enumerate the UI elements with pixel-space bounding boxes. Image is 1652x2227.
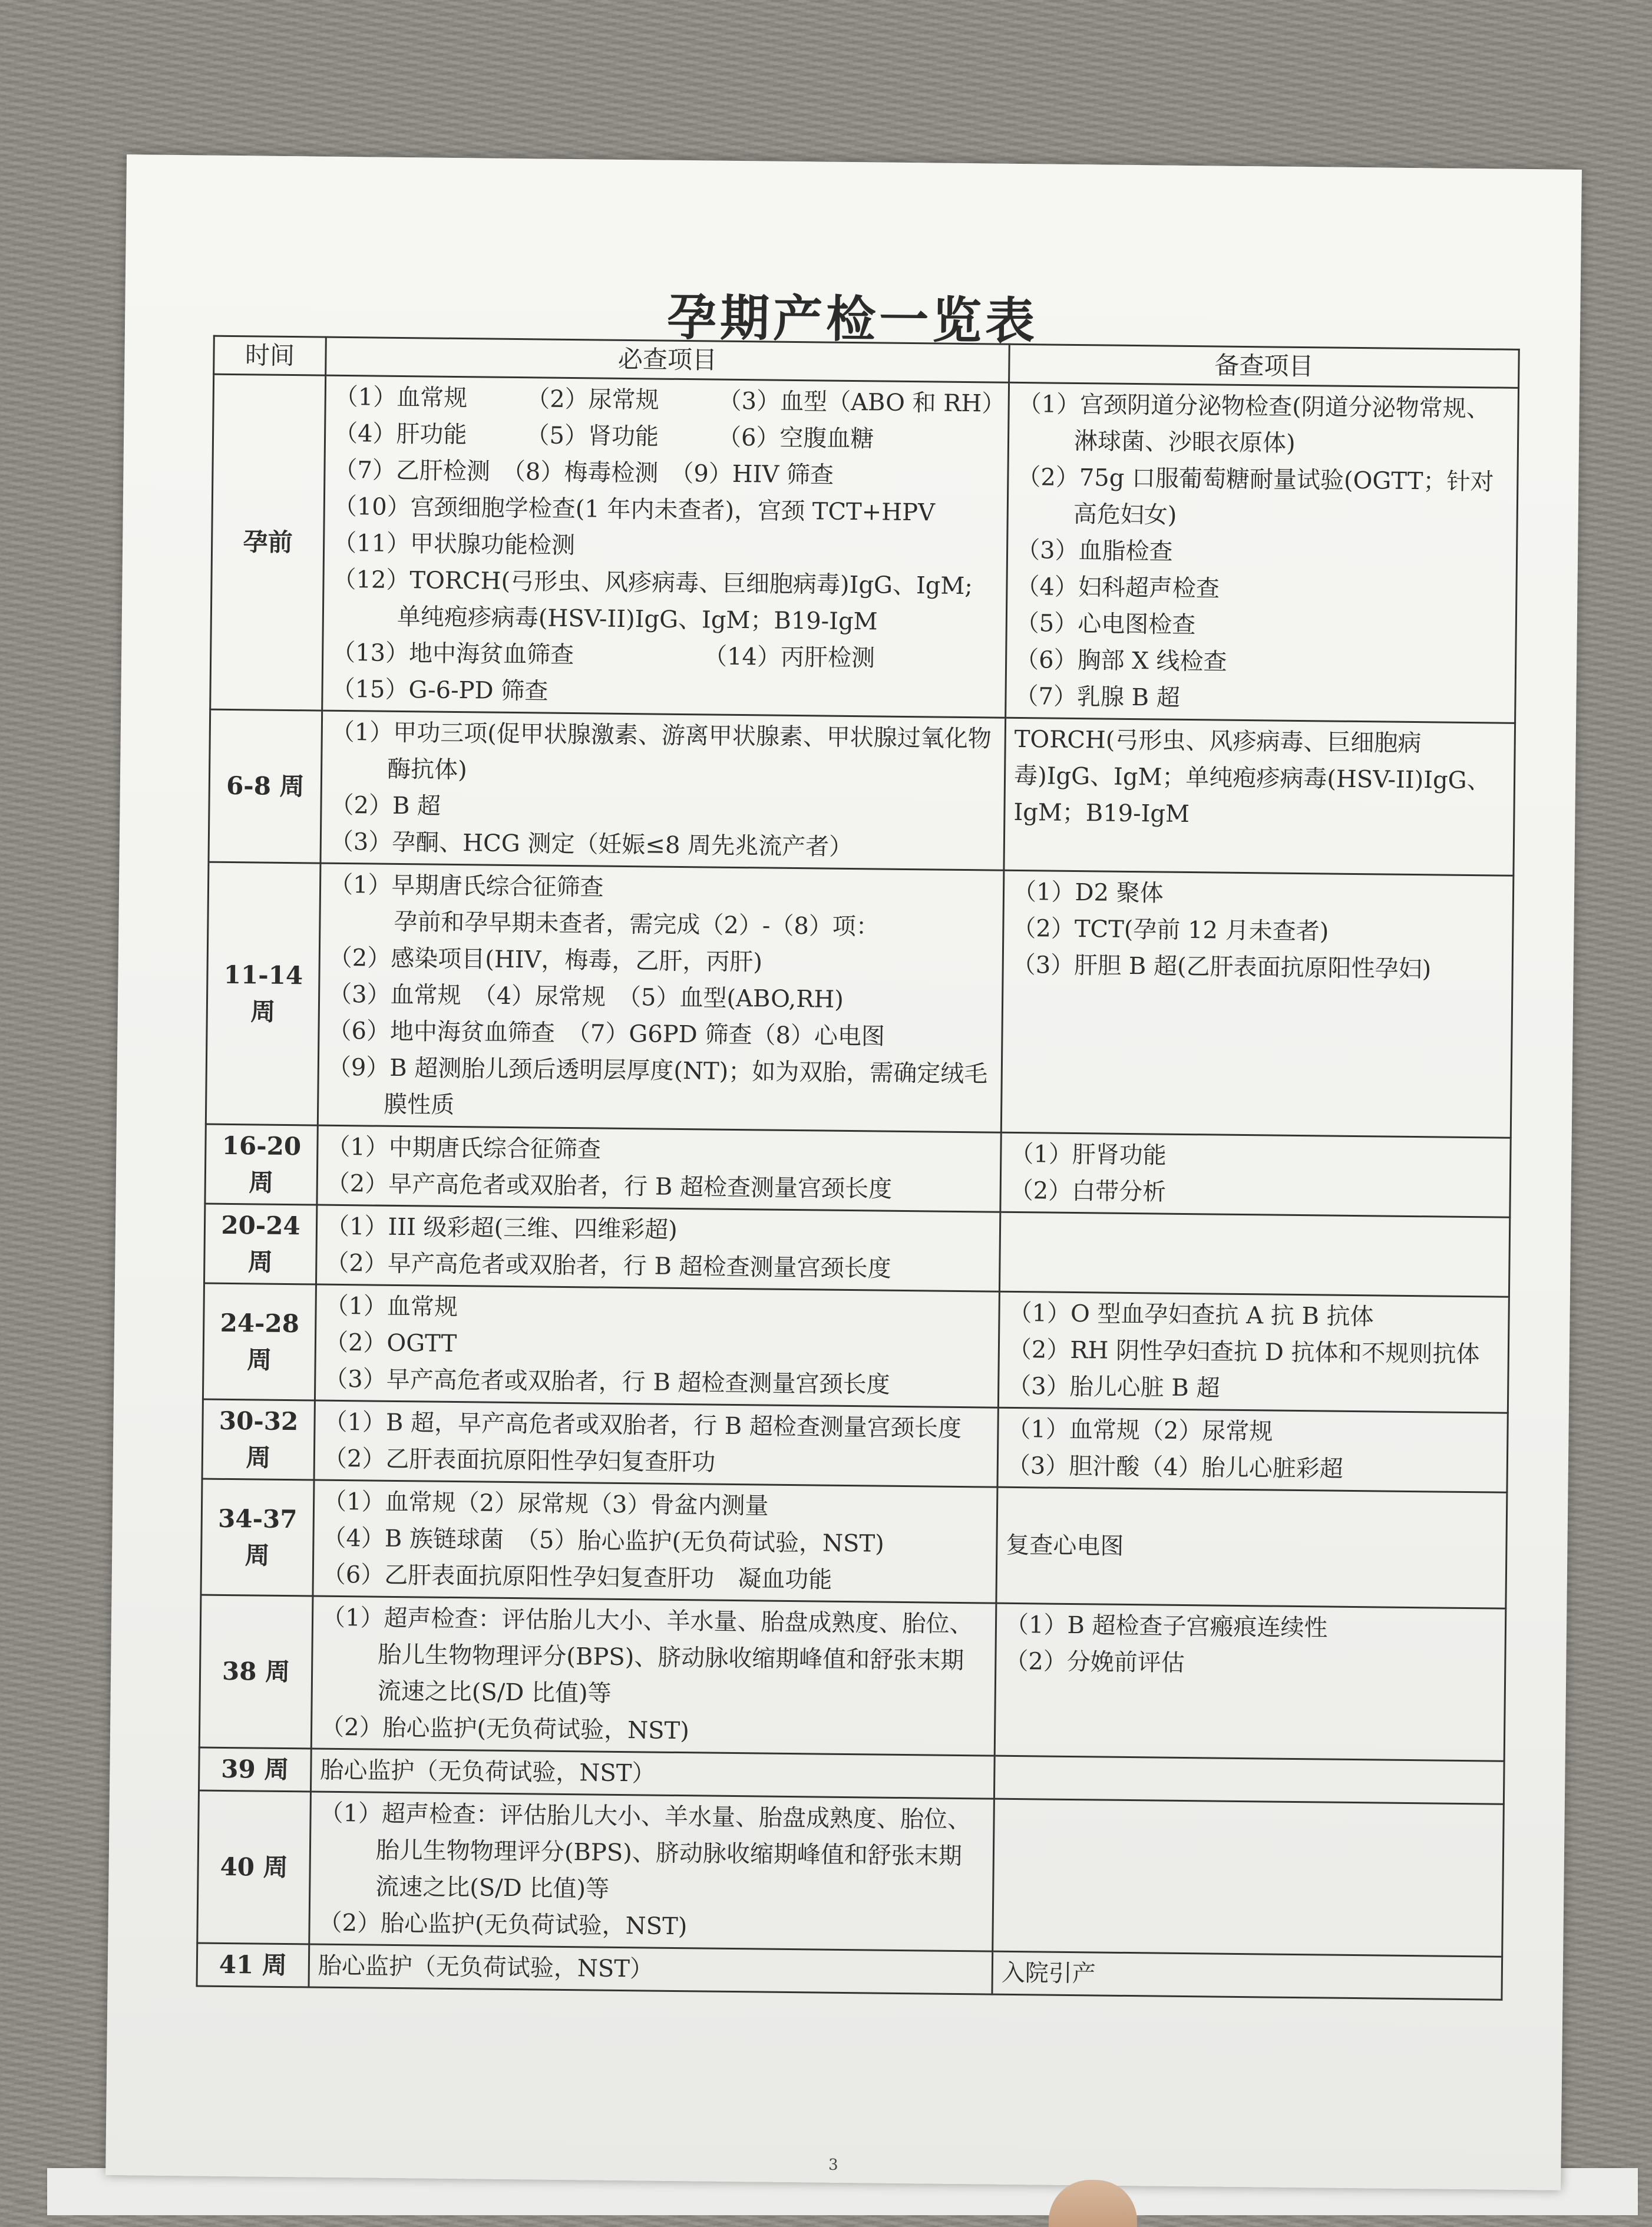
required-cell: [322, 375, 1009, 718]
list-item: （4）B 族链球菌 （5）胎心监护(无负荷试验，NST): [322, 1524, 884, 1558]
list-item: （1）III 级彩超(三维、四维彩超): [325, 1212, 678, 1244]
period-cell: 16-20 周: [205, 1124, 318, 1205]
header-required: 必查项目: [326, 337, 1010, 382]
optional-cell: [1001, 870, 1514, 1138]
table-row: [210, 374, 1519, 723]
list-item: （13）地中海贫血筛查 （14）丙肝检测: [331, 639, 875, 672]
period-cell: 34-37 周: [201, 1479, 314, 1596]
table-row: [199, 1595, 1506, 1761]
list-item: （6）地中海贫血筛查 （7）G6PD 筛查（8）心电图: [328, 1017, 886, 1050]
list-item: （1）B 超，早产高危者或双胎者，行 B 超检查测量宫颈长度: [323, 1408, 962, 1443]
list-item: 复查心电图: [1006, 1531, 1124, 1560]
table-row: [205, 1124, 1511, 1217]
optional-cell: [997, 1407, 1508, 1492]
table-row: [209, 709, 1515, 875]
list-item: （2）早产高危者或双胎者，行 B 超检查测量宫颈长度: [326, 1169, 893, 1203]
list-item: （11）甲状腺功能检测: [332, 529, 576, 560]
list-item: （2）75g 口服葡萄糖耐量试验(OGTT；针对高危妇女): [1017, 463, 1494, 529]
list-item: （2）OGTT: [324, 1329, 457, 1358]
list-item: （1）O 型血孕妇查抗 A 抗 B 抗体: [1008, 1299, 1374, 1331]
list-item: （1）中期唐氏综合征筛查: [326, 1133, 602, 1164]
list-item: （2）TCT(孕前 12 月未查者): [1012, 914, 1329, 946]
list-item: （1）血常规（2）尿常规（3）骨盆内测量: [322, 1488, 769, 1520]
required-cell: [318, 863, 1004, 1132]
page-title: 孕期产检一览表: [666, 288, 1039, 351]
header-time: 时间: [214, 336, 326, 375]
list-item: （2）白带分析: [1009, 1177, 1167, 1206]
required-cell: [313, 1480, 997, 1603]
period-cell: 6-8 周: [209, 709, 322, 863]
list-item: （1）肝肾功能: [1010, 1140, 1167, 1169]
document-page: [105, 154, 1582, 2190]
list-item: （6）胸部 X 线检查: [1015, 646, 1227, 676]
optional-cell: [993, 1799, 1504, 1957]
exam-schedule-table: [196, 335, 1520, 2001]
list-item: （7）乙肝检测 （8）梅毒检测 （9）HIV 筛查: [333, 456, 834, 489]
required-cell: [310, 1749, 994, 1799]
list-item: （1）D2 聚体: [1012, 878, 1164, 907]
period-cell: 孕前: [210, 374, 326, 711]
list-item: （2）胎心监护(无负荷试验，NST): [318, 1909, 688, 1941]
optional-cell: [998, 1291, 1509, 1413]
list-item: （9）B 超测胎儿颈后透明层厚度(NT)；如为双胎，需确定绒毛膜性质: [327, 1053, 988, 1119]
table-row: [202, 1399, 1508, 1492]
list-item: （2）早产高危者或双胎者，行 B 超检查测量宫颈长度: [325, 1249, 891, 1283]
required-cell: [314, 1400, 998, 1487]
list-item: （7）乳腺 B 超: [1015, 682, 1181, 712]
table-row: [204, 1204, 1510, 1297]
optional-cell: [999, 1212, 1509, 1297]
required-cell: [316, 1205, 1000, 1291]
list-item: （3）早产高危者或双胎者，行 B 超检查测量宫颈长度: [324, 1365, 890, 1399]
optional-cell: [994, 1756, 1504, 1804]
list-item: （3）胎儿心脏 B 超: [1007, 1372, 1220, 1402]
list-item: （1）血常规（2）尿常规: [1007, 1415, 1273, 1446]
table-row: [203, 1283, 1509, 1413]
list-item: （2）胎心监护(无负荷试验，NST): [320, 1713, 690, 1745]
required-cell: [309, 1792, 994, 1951]
optional-cell: [994, 1603, 1506, 1761]
list-item: （1）血常规: [325, 1292, 458, 1321]
optional-cell: [1004, 718, 1515, 875]
period-cell: 11-14 周: [206, 862, 321, 1125]
list-item: （1）B 超检查子宫瘢痕连续性: [1005, 1611, 1328, 1642]
period-cell: 41 周: [197, 1943, 309, 1987]
list-item: （3）血常规 （4）尿常规 （5）血型(ABO,RH): [328, 980, 844, 1013]
list-item: （1）早期唐氏综合征筛查: [329, 871, 604, 901]
list-item: （10）宫颈细胞学检查(1 年内未查者)，宫颈 TCT+HPV: [333, 493, 936, 527]
period-cell: 40 周: [197, 1790, 311, 1944]
list-item: 孕前和孕早期未查者，需完成（2）-（8）项：: [394, 908, 880, 941]
table-row: [201, 1479, 1507, 1608]
list-item: 单纯疱疹病毒(HSV-II)IgG、IgM；B19-IgM: [397, 603, 878, 636]
optional-cell: [1006, 382, 1519, 723]
list-item: （2）B 超: [330, 791, 441, 820]
list-item: 胎心监护（无负荷试验，NST）: [318, 1952, 654, 1983]
required-cell: [321, 711, 1006, 870]
list-item: （5）心电图检查: [1015, 609, 1196, 639]
period-cell: 38 周: [199, 1595, 313, 1749]
list-item: TORCH(弓形虫、风疹病毒、巨细胞病毒)IgG、IgM；单纯疱疹病毒(HSV-II)IgG、IgM；B19-IgM: [1013, 725, 1491, 828]
list-item: （15）G-6-PD 筛查: [331, 675, 549, 705]
table-row: [197, 1790, 1504, 1957]
list-item: （3）胆汁酸（4）胎儿心脏彩超: [1006, 1452, 1343, 1483]
period-cell: 30-32 周: [202, 1399, 315, 1480]
list-item: （1）甲功三项(促甲状腺激素、游离甲状腺素、甲状腺过氧化物酶抗体): [331, 718, 992, 784]
required-cell: [311, 1596, 996, 1756]
list-item: （1）超声检查：评估胎儿大小、羊水量、胎盘成熟度、胎位、胎儿生物物理评分(BPS)、脐动脉收缩期峰值和舒张末期流速之比(S/D 比值)等: [321, 1604, 973, 1707]
list-item: （2）感染项目(HIV，梅毒，乙肝，丙肝): [328, 944, 763, 976]
required-cell: [317, 1125, 1001, 1212]
required-cell: [309, 1944, 993, 1994]
optional-cell: [996, 1487, 1507, 1608]
list-item: （2）乙肝表面抗原阳性孕妇复查肝功: [323, 1445, 716, 1476]
list-item: （3）血脂检查: [1016, 536, 1173, 566]
period-cell: 39 周: [199, 1747, 311, 1792]
period-cell: 20-24 周: [204, 1204, 317, 1284]
list-item: （4）肝功能 （5）肾功能 （6）空腹血糖: [333, 419, 874, 453]
table-row: [206, 862, 1514, 1138]
list-item: （3）孕酮、HCG 测定（妊娠≤8 周先兆流产者）: [329, 828, 853, 861]
list-item: （6）乙肝表面抗原阳性孕妇复查肝功 凝血功能: [322, 1561, 832, 1594]
list-item: （2）分娩前评估: [1005, 1647, 1185, 1677]
list-item: 入院引产: [1001, 1959, 1096, 1988]
period-cell: 24-28 周: [203, 1283, 316, 1400]
list-item: （3）肝胆 B 超(乙肝表面抗原阳性孕妇): [1012, 951, 1432, 983]
list-item: （12）TORCH(弓形虫、风疹病毒、巨细胞病毒)IgG、IgM;: [332, 566, 973, 600]
list-item: （2）RH 阴性孕妇查抗 D 抗体和不规则抗体: [1007, 1336, 1480, 1369]
list-item: （1）血常规 （2）尿常规 （3）血型（ABO 和 RH）: [334, 383, 1006, 418]
page-number: 3: [828, 2156, 838, 2174]
list-item: （4）妇科超声检查: [1016, 573, 1220, 603]
required-cell: [315, 1284, 999, 1407]
optional-cell: [992, 1951, 1502, 2000]
optional-cell: [1000, 1132, 1511, 1217]
list-item: （1）超声检查：评估胎儿大小、羊水量、胎盘成熟度、胎位、胎儿生物物理评分(BPS)、脐动脉收缩期峰值和舒张末期流速之比(S/D 比值)等: [319, 1799, 972, 1903]
list-item: （1）宫颈阴道分泌物检查(阴道分泌物常规、淋球菌、沙眼衣原体): [1017, 390, 1490, 457]
list-item: 胎心监护（无负荷试验，NST）: [320, 1756, 656, 1787]
header-optional: 备查项目: [1009, 344, 1519, 388]
